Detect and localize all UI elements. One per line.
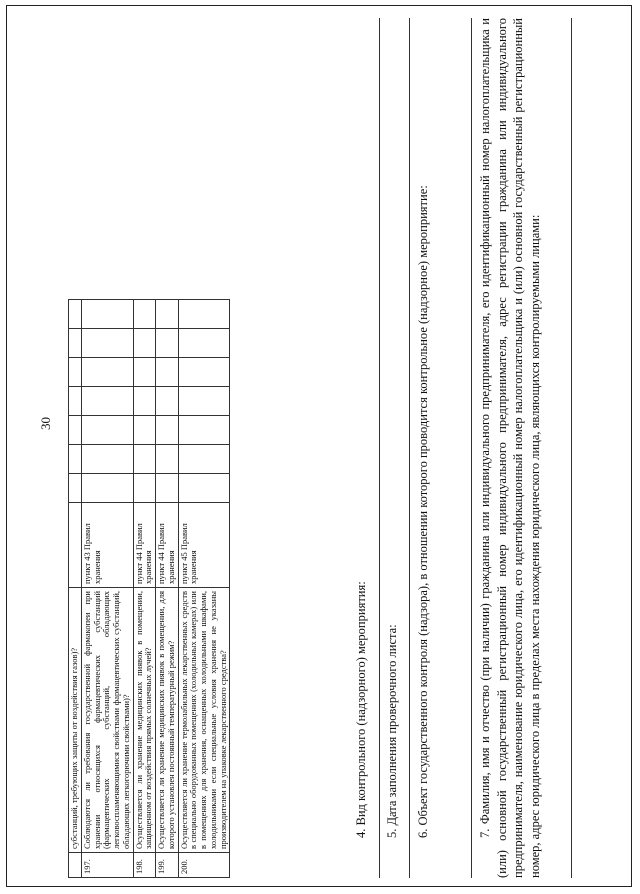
answer-cell xyxy=(69,416,82,445)
row-reference: пункт 44 Правил хранения xyxy=(156,503,179,588)
answer-cell xyxy=(81,300,133,329)
answer-cell xyxy=(81,329,133,358)
answer-cell xyxy=(178,445,230,474)
table-row xyxy=(133,300,156,878)
row-question: Осуществляется ли хранение медицинских пиявок в помещении, защищенном от воздействия прямых солнечных лучей? xyxy=(133,588,156,853)
answer-cell xyxy=(133,387,156,416)
answer-cell xyxy=(156,474,179,503)
row-question: Соблюдаются ли требования государственной фармакопеи при хранении относящихся фармацевтических субстанций (фармацевтических субстанций, обладающих легковоспламеняющимися свойствами фармацевтических субстанций, обладающих легкогорючими свойствами)? xyxy=(81,588,133,853)
field-controlled-person: 7. Фамилия, имя и отчество (при наличии) гражданина или индивидуального предпринимателя, его идентификационный номер налогоплательщика и (или) основной государственный регистрационный номер индивидуального предпринимателя, адрес регистрации гражданина или индивидуального предпринимателя, наименование юридического лица, его идентификационный номер налогоплательщика и (или) основной государственный регистрационный номер, адрес юридического лица в пределах места нахождения юридического лица, являющихся контролируемыми лицами: xyxy=(478,18,542,878)
field-fill-date: 5. Дата заполнения проверочного листа: xyxy=(385,624,399,838)
answer-cell xyxy=(133,329,156,358)
answer-cell xyxy=(69,474,82,503)
answer-cell xyxy=(133,416,156,445)
answer-cell xyxy=(178,416,230,445)
answer-cell xyxy=(81,474,133,503)
row-reference: пункт 44 Правил хранения xyxy=(133,503,156,588)
row-question: Осуществляется ли хранение медицинских пиявок в помещении, для которого установлен постоянный температурный режим? xyxy=(156,588,179,853)
answer-cell xyxy=(156,329,179,358)
answer-cell xyxy=(81,445,133,474)
answer-cell xyxy=(133,300,156,329)
answer-cell xyxy=(81,358,133,387)
page-number: 30 xyxy=(38,417,53,430)
answer-cell xyxy=(178,300,230,329)
table-row xyxy=(81,300,133,878)
answer-cell xyxy=(69,358,82,387)
row-number: 198. xyxy=(133,853,156,878)
answer-cell xyxy=(178,329,230,358)
answer-cell xyxy=(178,358,230,387)
answer-cell xyxy=(69,329,82,358)
row-reference: пункт 43 Правил хранения xyxy=(81,503,133,588)
answer-cell xyxy=(156,445,179,474)
row-number xyxy=(69,853,82,878)
field-control-object: 6. Объект государственного контроля (надзора), в отношении которого проводится контрольное (надзорное) мероприятие: xyxy=(416,185,430,838)
table-row xyxy=(178,300,230,878)
row-reference xyxy=(69,503,82,588)
answer-cell xyxy=(156,387,179,416)
row-question: Осуществляется ли хранение термолабильных лекарственных средств в специально оборудованных помещениях (холодильных камерах) или в помещениях для хранения, оснащенных холодильными шкафами, холодильниками если специальные условия хранения не указаны производителем на упаковке лекарственного средства? xyxy=(178,588,230,853)
fill-line xyxy=(379,18,380,878)
answer-cell xyxy=(69,300,82,329)
fill-line xyxy=(409,18,410,878)
answer-cell xyxy=(156,358,179,387)
row-reference: пункт 45 Правил хранения xyxy=(178,503,230,588)
answer-cell xyxy=(156,416,179,445)
table-row xyxy=(69,300,82,878)
row-number: 199. xyxy=(156,853,179,878)
row-question: субстанций, требующих защиты от воздействия газов)? xyxy=(69,588,82,853)
answer-cell xyxy=(133,358,156,387)
answer-cell xyxy=(178,474,230,503)
answer-cell xyxy=(156,300,179,329)
answer-cell xyxy=(81,416,133,445)
table-row xyxy=(156,300,179,878)
row-number: 200. xyxy=(178,853,230,878)
rotated-page-content xyxy=(68,18,568,878)
answer-cell xyxy=(81,387,133,416)
checklist-table xyxy=(68,299,230,878)
field-event-type: 4. Вид контрольного (надзорного) мероприятия: xyxy=(354,581,368,838)
answer-cell xyxy=(178,387,230,416)
fill-line xyxy=(471,18,472,878)
answer-cell xyxy=(133,474,156,503)
fill-line xyxy=(571,18,572,878)
row-number: 197. xyxy=(81,853,133,878)
answer-cell xyxy=(69,387,82,416)
answer-cell xyxy=(69,445,82,474)
answer-cell xyxy=(133,445,156,474)
